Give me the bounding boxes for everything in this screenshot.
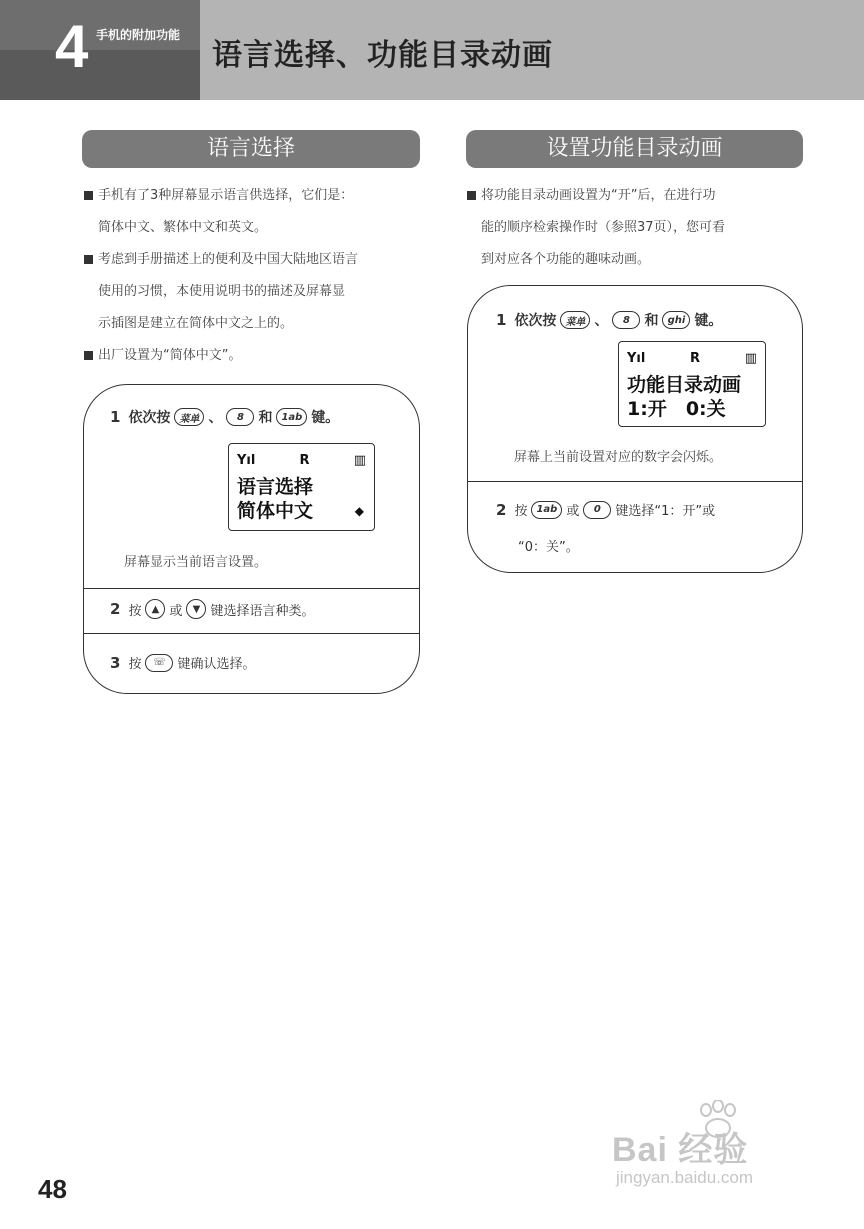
screen-caption: 屏幕上当前设置对应的数字会闪烁。: [514, 450, 723, 465]
status-icons: [237, 450, 366, 470]
roaming-icon: R: [299, 452, 310, 468]
status-icons: [627, 348, 757, 368]
step-divider: [84, 633, 419, 634]
key-0-icon: 0: [583, 501, 611, 519]
step-separator: 、: [594, 313, 609, 329]
bullet-line: 使用的习惯，本使用说明书的描述及屏幕显: [98, 284, 346, 299]
step-text: 键。: [694, 313, 723, 329]
language-step-2: [110, 599, 314, 619]
bullet-line: 考虑到手册描述上的便利及中国大陆地区语言: [84, 244, 429, 276]
bullet-line: 将功能目录动画设置为“开”后，在进行功: [467, 180, 807, 212]
step-text: 按: [514, 504, 528, 519]
phone-screen-animation: [618, 341, 766, 427]
step-number: 2: [496, 500, 507, 519]
bullet-line: 手机有了3种屏幕显示语言供选择，它们是：: [84, 180, 429, 212]
step-text: 按: [128, 657, 142, 672]
animation-steps-box: [467, 285, 803, 573]
step-number: 2: [110, 600, 121, 618]
step-text: 键确认选择。: [177, 657, 256, 672]
step-text: 键选择“1：开”或: [615, 504, 716, 519]
bullet-line: 简体中文、繁体中文和英文。: [98, 220, 268, 235]
chapter-label: 手机的附加功能: [96, 28, 181, 42]
signal-icon: Yıl: [627, 350, 646, 366]
screen-line-2: 简体中文: [237, 500, 314, 522]
menu-key-icon: 菜单: [174, 408, 204, 426]
step-conjunction: 或: [169, 603, 183, 619]
screen-line-1: 语言选择: [237, 476, 314, 498]
page-title: 语言选择、功能目录动画: [212, 38, 553, 73]
animation-step-2: [496, 500, 715, 519]
step-conjunction: 和: [258, 410, 273, 426]
step-text: 键。: [311, 410, 340, 426]
chapter-tab-stripe: [0, 50, 200, 100]
up-down-arrow-icon: ◆: [354, 504, 364, 518]
language-section-heading: 语言选择: [82, 130, 420, 168]
key-4-icon: ghi: [662, 311, 690, 329]
menu-key-icon: 菜单: [560, 311, 590, 329]
animation-section-heading: 设置功能目录动画: [466, 130, 803, 168]
step-conjunction: 和: [644, 313, 659, 329]
key-1-icon: 1ab: [276, 408, 307, 426]
chapter-number: 4: [55, 13, 89, 80]
step-text: 依次按: [514, 313, 557, 329]
step-divider: [84, 588, 419, 589]
up-key-icon: ▲: [145, 599, 165, 619]
step-text: 依次按: [128, 410, 171, 426]
animation-step-2-continued: [518, 536, 579, 555]
language-steps-box: [83, 384, 420, 694]
step-text: 键选择语言种类。: [210, 603, 315, 619]
language-bullets: [84, 180, 429, 372]
roaming-icon: R: [690, 350, 701, 366]
key-8-icon: 8: [226, 408, 254, 426]
battery-icon: ▥: [353, 452, 366, 468]
down-key-icon: ▼: [186, 599, 206, 619]
bullet-line: 能的顺序检索操作时（参照37页），您可看: [481, 220, 726, 235]
screen-caption: 屏幕显示当前语言设置。: [124, 555, 268, 570]
animation-step-1: [496, 310, 722, 330]
step-number: 3: [110, 653, 121, 672]
phone-screen-language: [228, 443, 375, 531]
signal-icon: Yıl: [237, 452, 256, 468]
page-number: 48: [38, 1174, 67, 1204]
screen-line-2: 1:开 0:关: [627, 398, 726, 420]
watermark-url: jingyan.baidu.com: [616, 1168, 754, 1187]
screen-line-1: 功能目录动画: [627, 374, 742, 396]
step-divider: [468, 481, 802, 482]
key-1-icon: 1ab: [531, 501, 562, 519]
language-step-1: [110, 407, 339, 427]
watermark-brand: Bai 经验: [612, 1131, 749, 1169]
animation-bullets: [467, 180, 807, 276]
step-text: “0：关”。: [518, 540, 579, 555]
step-conjunction: 或: [566, 504, 580, 519]
step-separator: 、: [208, 410, 223, 426]
step-number: 1: [496, 311, 507, 329]
bullet-line: 到对应各个功能的趣味动画。: [481, 252, 651, 267]
baidu-watermark: [612, 1100, 842, 1200]
key-8-icon: 8: [612, 311, 640, 329]
chapter-tab: [0, 0, 200, 100]
language-step-3: [110, 653, 255, 672]
step-number: 1: [110, 408, 121, 426]
battery-icon: ▥: [744, 350, 757, 366]
step-text: 按: [128, 603, 142, 619]
send-key-icon: ☏: [145, 654, 173, 672]
bullet-line: 出厂设置为“简体中文”。: [84, 340, 429, 372]
bullet-line: 示插图是建立在简体中文之上的。: [98, 316, 294, 331]
